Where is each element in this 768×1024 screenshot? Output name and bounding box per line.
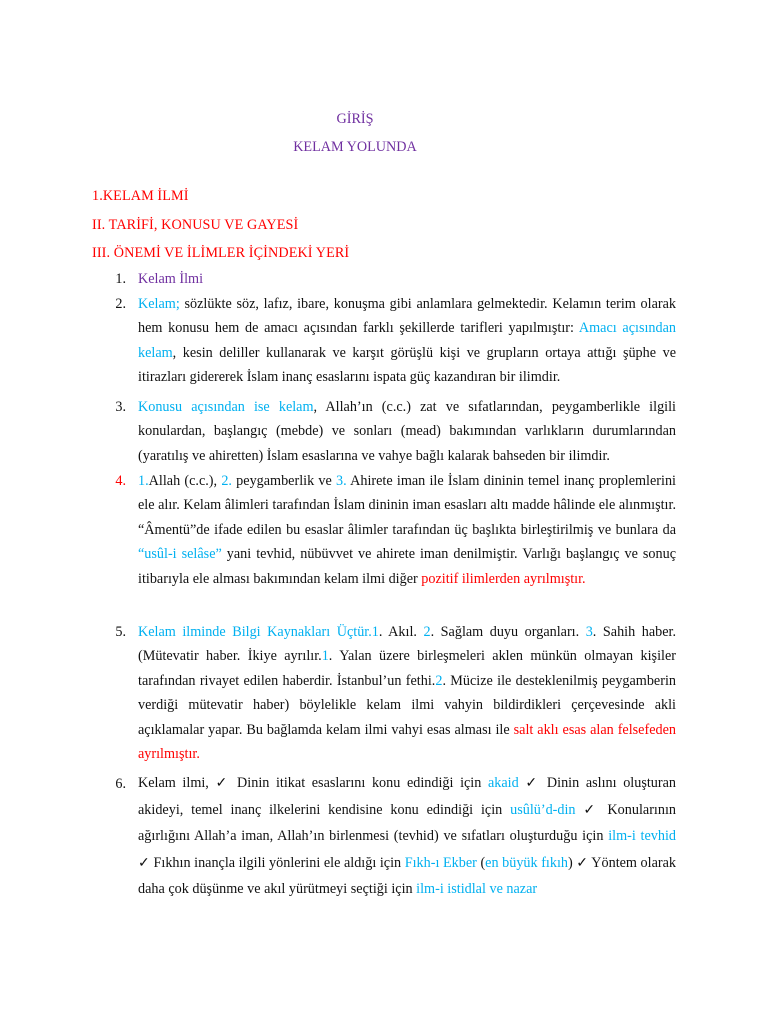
text-segment: 1 <box>321 648 329 665</box>
text-segment: “usûl-i selâse” <box>138 546 222 563</box>
text-segment: . Yalan üzere birleşmeleri aklen münkün olmayan kişiler tarafından rivayet edilen haberdir. İstanbul’un fethi. <box>138 648 676 689</box>
text-segment: 2 <box>423 624 431 640</box>
text-segment: en büyük fıkıh <box>485 854 568 871</box>
section-heading-3: III. ÖNEMİ VE İLİMLER İÇİNDEKİ YERİ <box>92 245 350 261</box>
page-title: GİRİŞ <box>336 111 374 127</box>
text-segment: 1 <box>371 624 379 640</box>
text-segment: ) ✓ Yöntem olarak daha çok düşünme ve akıl yürütmeyi seçtiği için <box>138 854 676 897</box>
list-item-number: 5. <box>115 624 126 640</box>
list-item-number: 2. <box>115 296 126 312</box>
section-heading-2: II. TARİFİ, KONUSU VE GAYESİ <box>92 217 299 233</box>
text-segment: 2 <box>435 672 443 689</box>
text-segment: Kelam; <box>138 296 180 312</box>
list-item-text <box>138 292 676 390</box>
list-item-text <box>138 267 676 291</box>
text-segment: sözlükte söz, lafız, ibare, konuşma gibi anlamlara gelmektedir. Kelamın terim olarak hem konusu hem de amacı açısından farklı şekillerde tarifleri yapılmıştır: <box>138 296 676 337</box>
text-segment: ilm-i istidlal ve nazar <box>416 881 538 897</box>
text-segment: ilm-i tevhid <box>608 828 676 844</box>
text-segment: yani tevhid, nübüvvet ve ahirete iman denilmiştir. Varlığı başlangıç ve sonuç itibarıyla ele alması bakımından kelam ilmi diğer <box>138 546 677 587</box>
list-item-number: 1. <box>115 271 126 287</box>
text-segment: ✓ Dinin aslını oluşturan akideyi, temel inanç ilkelerini kendisine konu edindiği için <box>138 775 676 818</box>
text-segment: Konusu açısından ise kelam <box>138 399 314 415</box>
text-segment: Allah (c.c.), <box>148 473 222 489</box>
page-subtitle: KELAM YOLUNDA <box>293 139 417 155</box>
text-segment: . Sağlam duyu organları. <box>430 624 586 640</box>
text-segment: usûlü’d-din <box>510 801 576 818</box>
text-segment: Amacı açısından kelam <box>138 320 676 361</box>
text-segment: pozitif ilimlerden ayrılmıştır. <box>421 570 586 587</box>
list-item-text <box>138 395 676 468</box>
list-item-text <box>138 770 676 903</box>
text-segment: Kelam ilminde Bilgi Kaynakları Üçtür. <box>138 624 372 640</box>
list-item-number: 6. <box>115 776 126 792</box>
text-segment: . Akıl. <box>378 624 424 640</box>
list-item-text <box>138 620 676 766</box>
section-heading-1: 1.KELAM İLMİ <box>92 188 189 204</box>
text-segment: 3 <box>585 624 593 640</box>
text-segment: ( <box>476 854 486 871</box>
text-segment: Fıkh-ı Ekber <box>404 854 477 871</box>
list-item-number: 3. <box>115 399 126 415</box>
text-segment: ✓ Fıkhın inançla ilgili yönlerini ele aldığı için <box>138 854 405 871</box>
text-segment: 3. <box>336 473 347 489</box>
list-item-text <box>138 469 676 591</box>
text-segment: Kelam ilmi, ✓ Dinin itikat esaslarını konu edindiği için <box>138 775 488 791</box>
text-segment: 2. <box>221 473 232 489</box>
text-segment: , Allah’ın (c.c.) zat ve sıfatlarından, peygamberlikle ilgili konulardan, başlangıç (mebde) ve sonları (mead) bakımından varlıkların durumlarından (yaratılış ve ahiretten) İslam esaslarına ve vahye bağlı kalarak bahseden bir ilimdir. <box>138 399 676 464</box>
text-segment: , kesin deliller kullanarak ve karşıt görüşlü kişi ve grupların ortaya attığı şüphe ve itirazları gidererek İslam inanç esaslarını ispata güç kazandıran bir ilimdir. <box>138 344 676 386</box>
text-segment: . Sahih haber. (Mütevatir haber. İkiye ayrılır. <box>138 624 676 665</box>
text-segment: salt aklı esas alan felsefeden ayrılmıştır. <box>138 721 676 763</box>
list-item-number: 4. <box>115 473 126 489</box>
text-segment: Kelam İlmi <box>138 271 204 287</box>
text-segment: . Mücize ile desteklenilmiş peygamberin verdiği mütevatir haber) böylelikle kelam ilmi vahyin bildirdikleri çerçevesinde akli açıklamalar yapar. Bu bağlamda kelam ilmi vahyi esas alması ile <box>138 672 676 738</box>
text-segment: peygamberlik ve <box>231 473 337 489</box>
text-segment: ✓ Konularının ağırlığını Allah’a iman, Allah’ın birlenmesi (tevhid) ve sıfatları oluşturduğu için <box>138 801 676 844</box>
text-segment: 1. <box>138 473 149 489</box>
text-segment: akaid <box>487 775 519 791</box>
text-segment: Ahirete iman ile İslam dininin temel inanç proplemlerini ele alır. Kelam âlimleri tarafından İslam dininin iman esasları altı madde hâlinde ele alınmıştır. “Âmentü”de ifade edilen bu esaslar âlimler tarafından üç başlıkta birleştirilmiş ve bunlara da <box>138 473 676 538</box>
